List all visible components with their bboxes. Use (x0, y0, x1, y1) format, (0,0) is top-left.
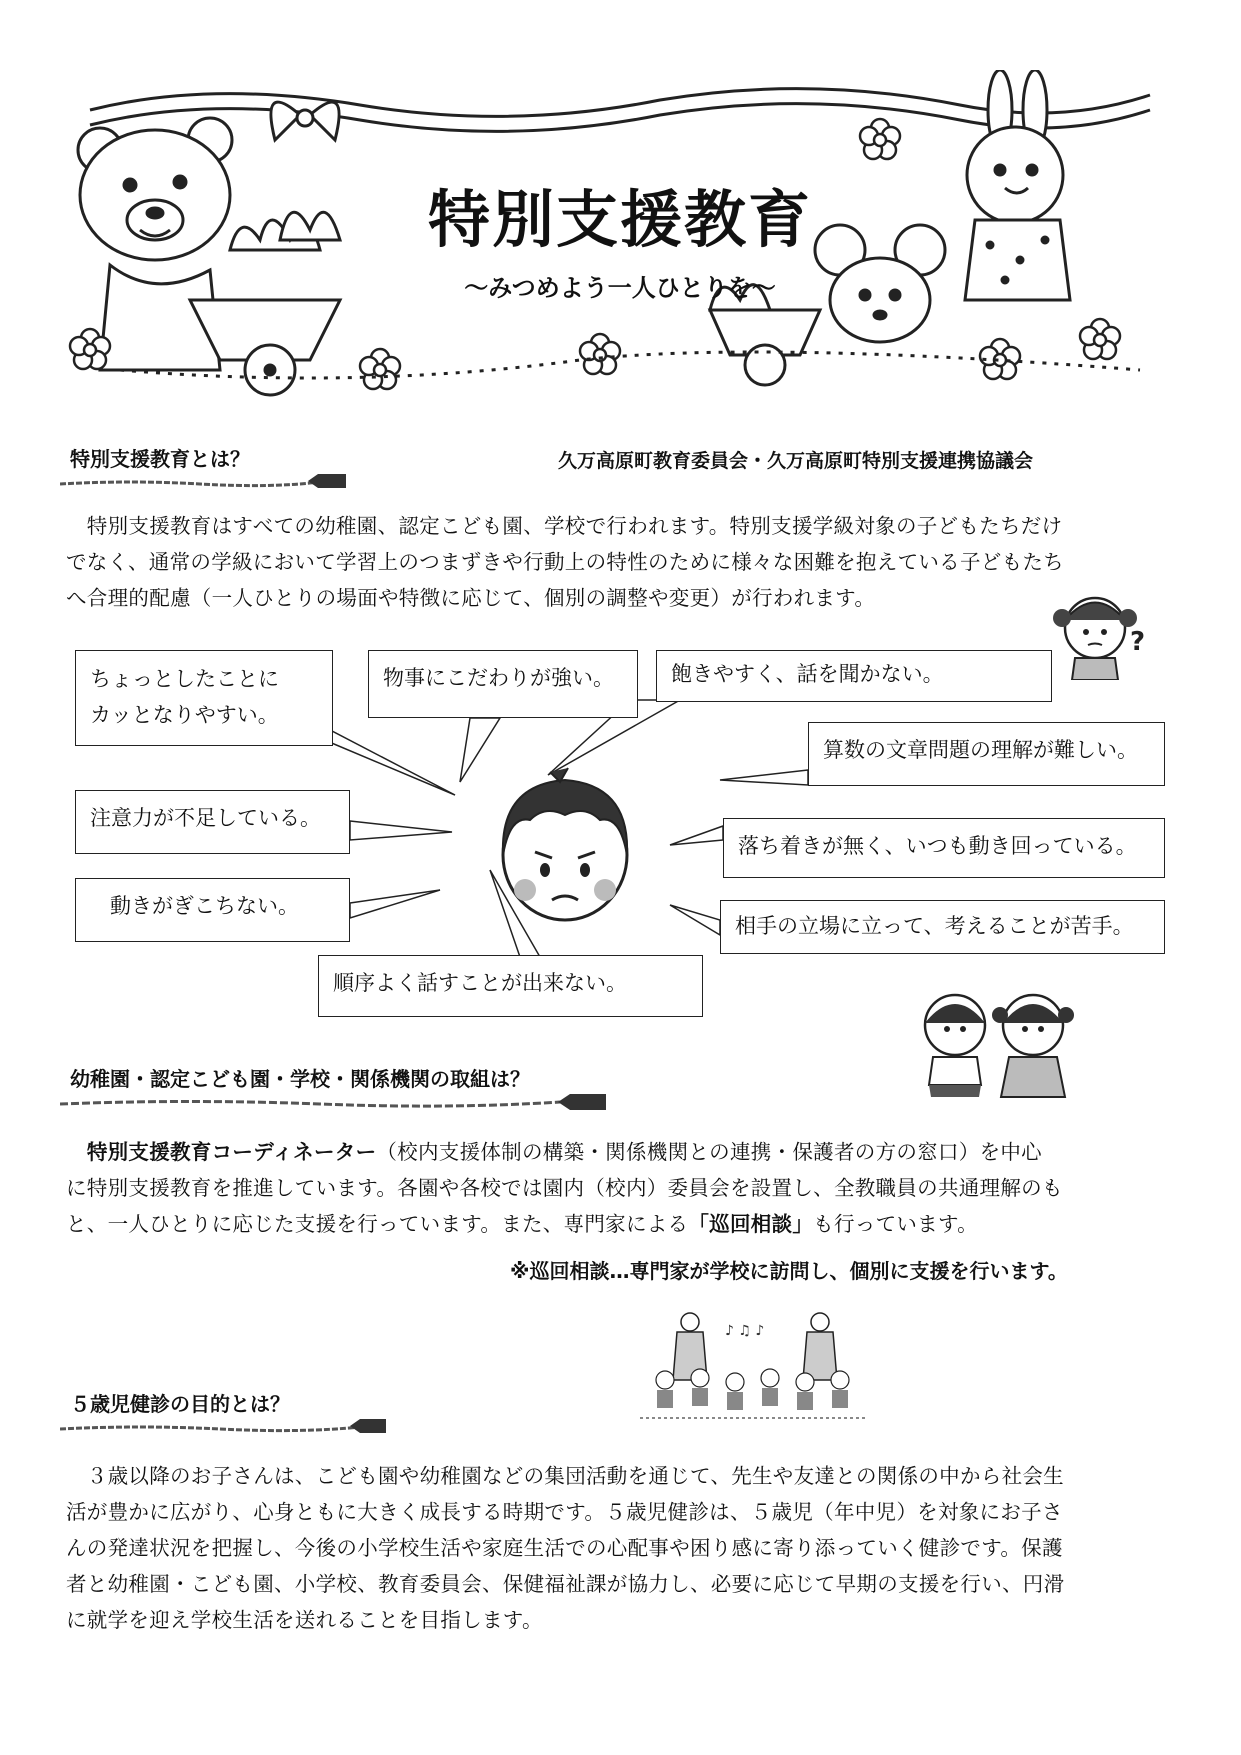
bubble-text: ちょっとしたことに (90, 667, 279, 691)
svg-text:?: ? (1130, 627, 1146, 657)
speech-bubble (720, 900, 1165, 954)
consultation-note: ※巡回相談…専門家が学校に訪問し、個別に支援を行います。 (510, 1259, 1068, 1283)
children-with-teachers-icon (635, 1310, 870, 1425)
section3-line: 者と幼稚園・こども園、小学校、教育委員会、保健福祉課が協力し、必要に応じて早期の支援を行い、円滑 (66, 1572, 1065, 1596)
section1-line: へ合理的配慮（一人ひとりの場面や特徴に応じて、個別の調整や変更）が行われます。 (66, 586, 876, 610)
speech-bubble (75, 790, 350, 854)
bubble-text: 算数の文章問題の理解が難しい。 (823, 738, 1138, 762)
coordinator-term: 特別支援教育コーディネーター (86, 1140, 377, 1164)
section3-line: ３歳以降のお子さんは、こども園や幼稚園などの集団活動を通じて、先生や友達との関係の中から社会生 (66, 1464, 1064, 1488)
section3-line: に就学を迎え学校生活を送れることを目指します。 (66, 1608, 543, 1632)
crayon-divider-icon (60, 470, 350, 494)
bubble-text: 動きがぎこちない。 (110, 894, 299, 918)
bubble-text: 順序よく話すことが出来ない。 (333, 971, 627, 995)
svg-text:♪ ♫ ♪: ♪ ♫ ♪ (725, 1323, 765, 1339)
section3-paragraph (66, 1458, 1186, 1638)
section2-line: に特別支援教育を推進しています。各園や各校では園内（校内）委員会を設置し、全教職員の共通理解のも (66, 1176, 1063, 1200)
bubble-text: 落ち着きが無く、いつも動き回っている。 (738, 834, 1137, 858)
section1-paragraph (66, 508, 1186, 616)
section1-line: でなく、通常の学級において学習上のつまずきや行動上の特性のために様々な困難を抱えている子どもたち (66, 550, 1064, 574)
section2-line (66, 1206, 1186, 1242)
page-subtitle: ～みつめよう一人ひとりを～ (464, 274, 776, 302)
bubble-text: 相手の立場に立って、考えることが苦手。 (735, 914, 1134, 938)
organization-name: 久万高原町教育委員会・久万高原町特別支援連携協議会 (558, 450, 1034, 472)
page-title: 特別支援教育 (427, 183, 812, 256)
speech-bubble (75, 650, 333, 746)
bow-icon (271, 102, 339, 140)
section3-heading: ５歳児健診の目的とは？ (70, 1392, 290, 1416)
bubble-text: 飽きやすく、話を聞かない。 (671, 662, 944, 686)
crayon-divider-icon (60, 1090, 610, 1114)
speech-bubble (656, 650, 1052, 702)
section2-text: （校内支援体制の構築・関係機関との連携・保護者の方の窓口）を中心 (376, 1140, 1042, 1164)
speech-bubble (723, 818, 1165, 878)
section2-heading: 幼稚園・認定こども園・学校・関係機関の取組は？ (70, 1067, 530, 1091)
speech-bubble (808, 722, 1165, 786)
section1-line: 特別支援教育はすべての幼稚園、認定こども園、学校で行われます。特別支援学級対象の子どもたちだけ (66, 514, 1063, 538)
itinerant-consultation-term: 「巡回相談」 (688, 1212, 814, 1236)
speech-bubble (318, 955, 703, 1017)
bubble-text: 注意力が不足している。 (90, 806, 321, 830)
speech-bubble (368, 650, 638, 718)
bubble-text: カッとなりやすい。 (90, 703, 279, 727)
crayon-divider-icon (60, 1415, 390, 1439)
bubble-text: 物事にこだわりが強い。 (383, 666, 614, 690)
two-children-icon (905, 985, 1085, 1110)
thinking-girl-icon (1050, 580, 1160, 680)
section3-line: んの発達状況を把握し、今後の小学校生活や家庭生活での心配事や困り感に寄り添っていく健診です。保護 (66, 1536, 1063, 1560)
section1-heading: 特別支援教育とは？ (70, 447, 250, 471)
section2-text: も行っています。 (813, 1212, 978, 1236)
rabbit-icon (965, 70, 1070, 300)
section2-paragraph (66, 1134, 1186, 1242)
speech-bubble (75, 878, 350, 942)
section2-text: と、一人ひとりに応じた支援を行っています。また、専門家による (66, 1212, 689, 1236)
section2-line (66, 1134, 1186, 1170)
section3-line: 活が豊かに広がり、心身ともに大きく成長する時期です。５歳児健診は、５歳児（年中児）を対象にお子さ (66, 1500, 1063, 1524)
worried-boy-icon (490, 760, 640, 925)
